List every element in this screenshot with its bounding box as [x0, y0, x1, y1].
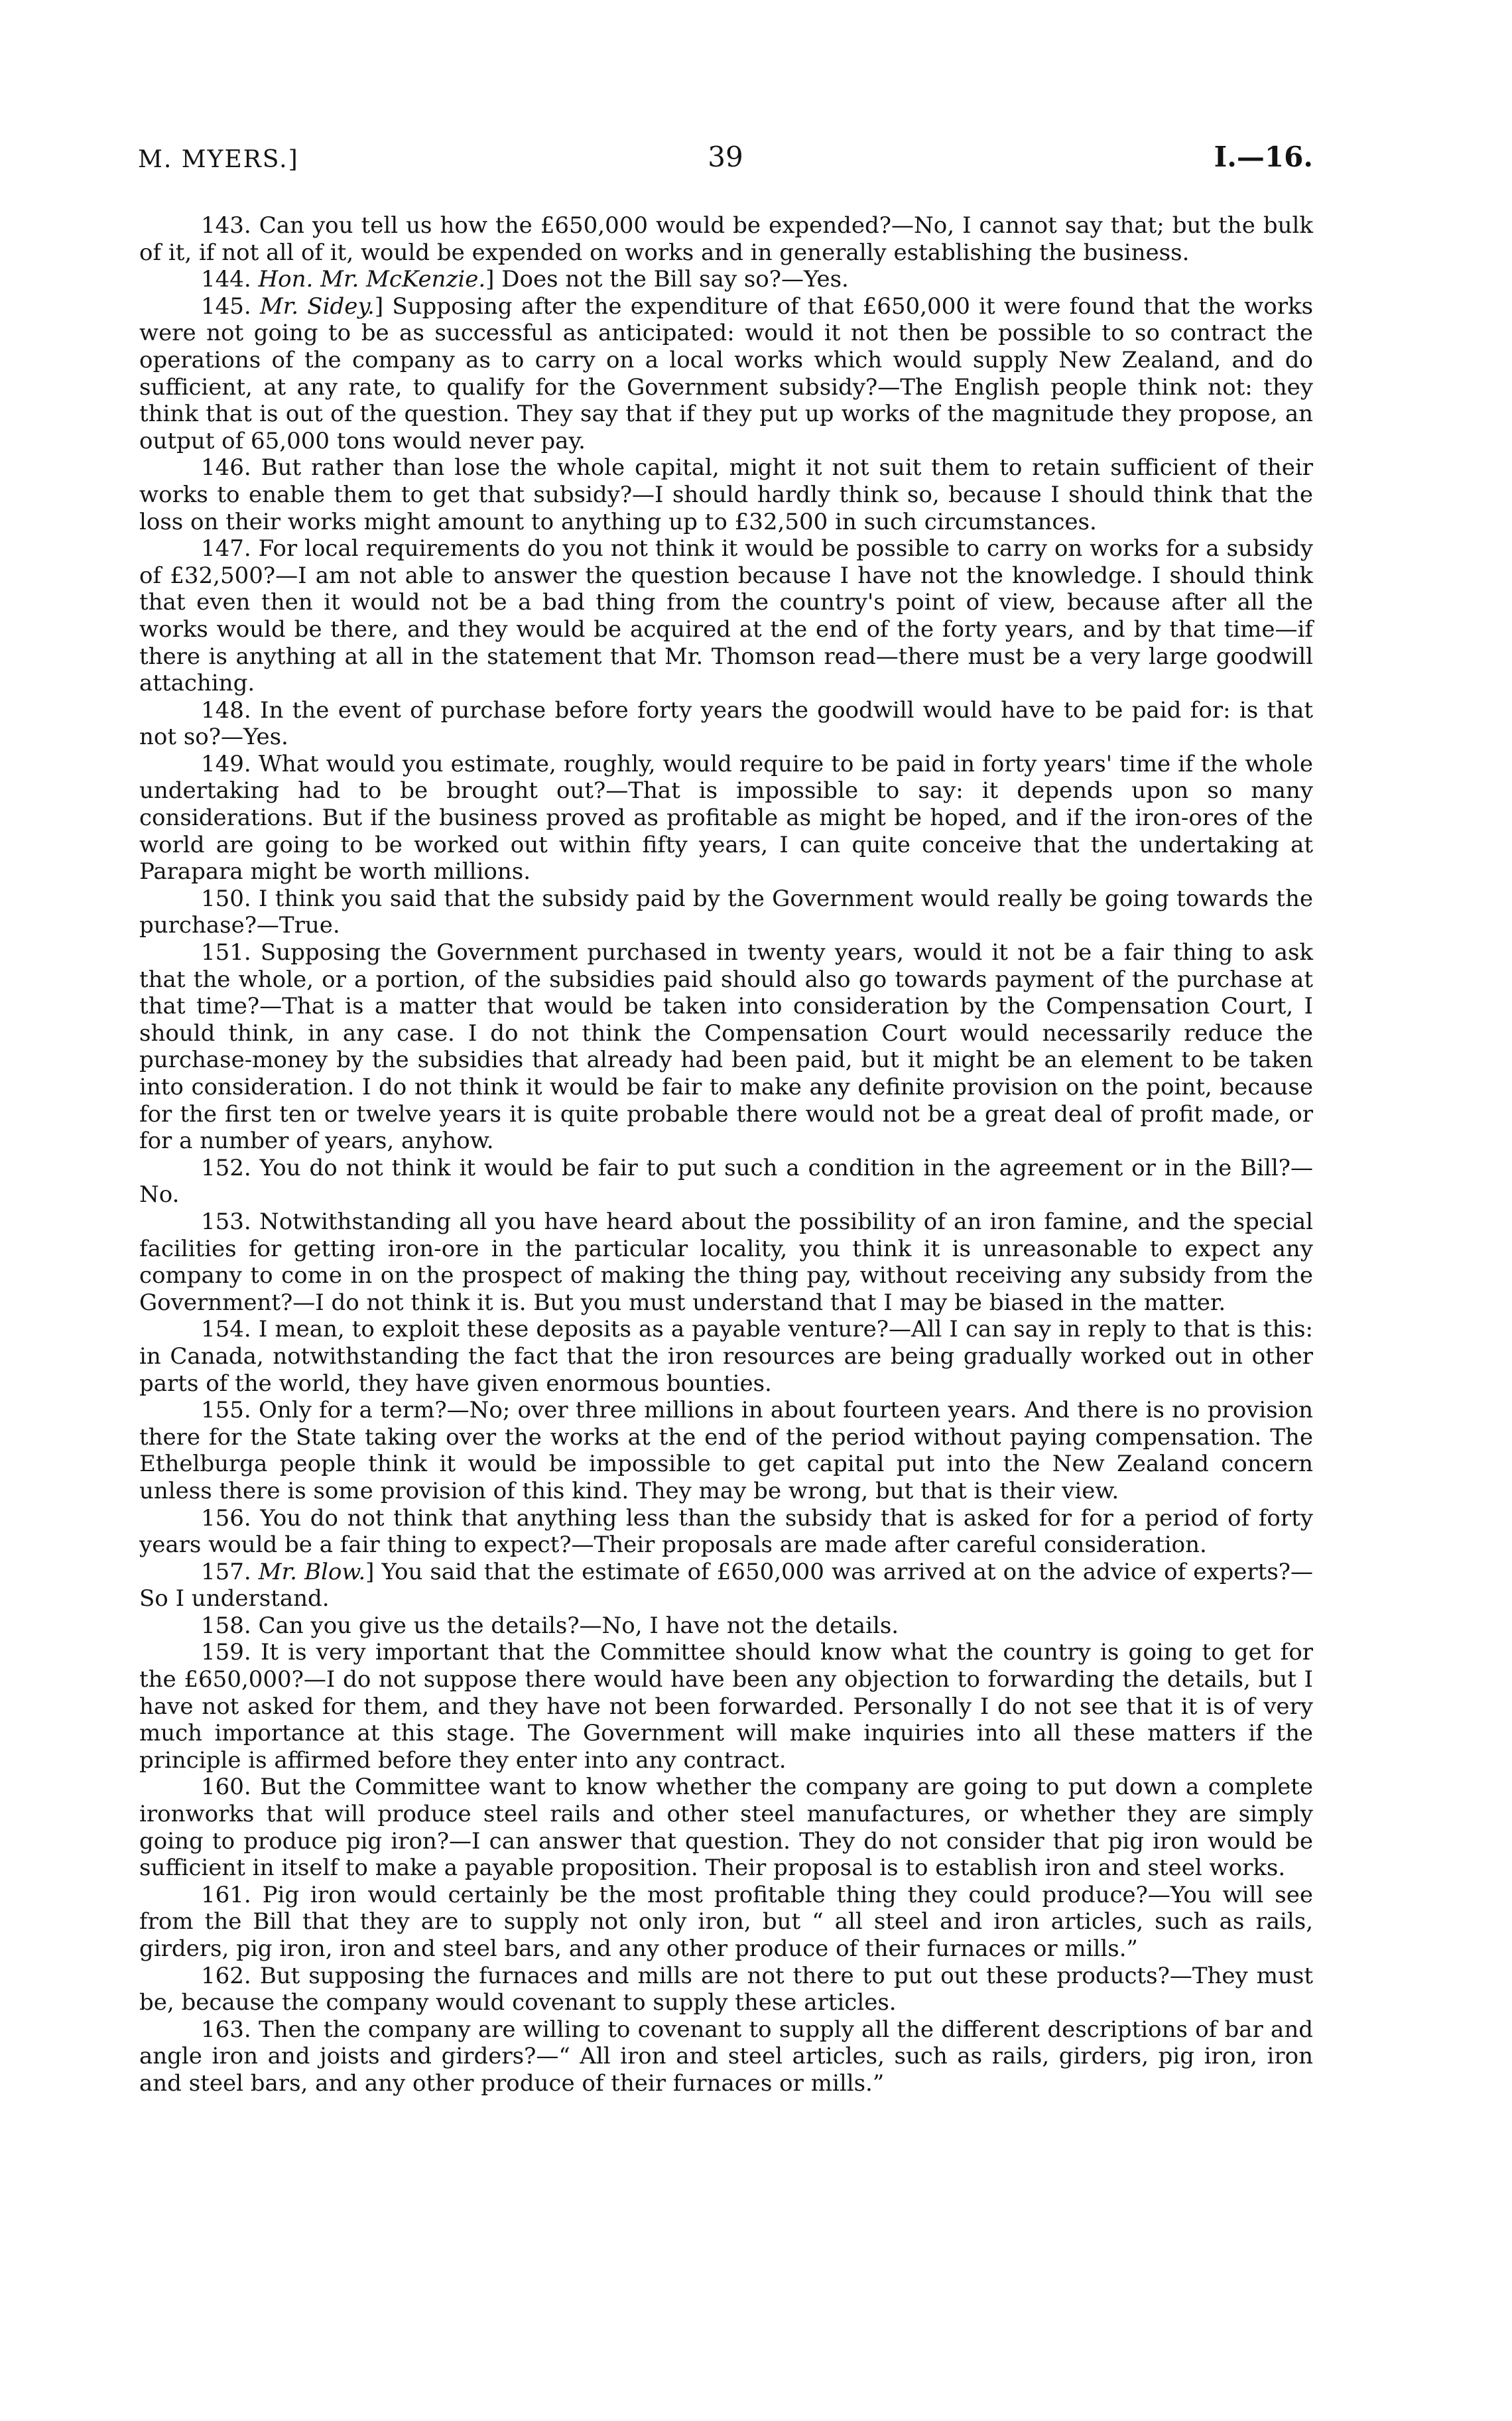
- question-number: 163.: [201, 2016, 251, 2043]
- question-text: For local requirements do you not think it would be possible to carry on works for a subsidy of £32,500?—I am not able to answer the question because I have not the knowledge. I should think that even then it would not be a bad thing from the country's point of view, because after all the works would be there, and they would be acquired at the end of the forty years, and by that time—if there is anything at all in the statement that Mr. Thomson read—there must be a very large goodwill attaching.: [139, 535, 1314, 697]
- question-number: 148.: [201, 696, 251, 724]
- question-paragraph: 145. Mr. Sidey.] Supposing after the expenditure of that £650,000 it were found that the works were not going to be as successful as anticipated: would it not then be possible to so contract the operations of the company as to carry on a local works which would supply New Zealand, and do sufficient, at any rate, to qualify for the Government subsidy?—The English people think not: they think that is out of the question. They say that if they put up works of the magnitude they propose, an output of 65,000 tons would never pay.: [139, 293, 1314, 454]
- question-number: 158.: [201, 1612, 251, 1639]
- question-number: 159.: [201, 1639, 251, 1666]
- question-text: Then the company are willing to covenant to supply all the different descriptions of bar and angle iron and joists and girders?—“ All iron and steel articles, such as rails, girders, pig iron, iron and steel bars, and any other produce of their furnaces or mills.”: [139, 2016, 1313, 2097]
- question-paragraph: [139, 454, 1313, 535]
- question-number: 149.: [201, 750, 251, 777]
- question-text: You said that the estimate of £650,000 was arrived at on the advice of experts?—So I understand.: [139, 1558, 1314, 1612]
- question-number: 145.: [201, 293, 251, 320]
- question-paragraph: [139, 697, 1313, 751]
- question-paragraph: [139, 2016, 1313, 2097]
- question-paragraph: [139, 1316, 1313, 1397]
- question-text: Does not the Bill say so?—Yes.: [501, 266, 849, 293]
- question-paragraph: [139, 1612, 1313, 1640]
- question-number: 147.: [201, 535, 251, 562]
- question-number: 152.: [201, 1154, 251, 1181]
- question-paragraph: [139, 1774, 1313, 1881]
- question-paragraph: [139, 1155, 1313, 1209]
- question-text: But supposing the furnaces and mills are not there to put out these products?—They must be, because the company would covenant to supply these articles.: [139, 1962, 1314, 2016]
- question-number: 160.: [201, 1774, 251, 1801]
- question-paragraph: [139, 1209, 1313, 1316]
- question-text: Only for a term?—No; over three millions in about fourteen years. And there is no provision there for the State taking over the works at the end of the period without paying compensation. The Ethelburga people think it would be impossible to get capital put into the New Zealand concern unless there is some provision of this kind. They may be wrong, but that is their view.: [139, 1397, 1313, 1504]
- question-text: Supposing after the expenditure of that £650,000 it were found that the works were not going to be as successful as anticipated: would it not then be possible to so contract the operations of the company as to carry on a local works which would supply New Zealand, and do sufficient, at any rate, to qualify for the Government subsidy?—The English people think not: they think that is out of the question. They say that if they put up works of the magnitude they propose, an output of 65,000 tons would never pay.: [139, 293, 1314, 454]
- question-number: 155.: [201, 1397, 251, 1424]
- question-paragraph: [139, 212, 1313, 266]
- page-header: [138, 141, 1313, 180]
- header-witness-name: M. MYERS.]: [138, 146, 299, 173]
- question-number: 161.: [201, 1881, 251, 1908]
- speaker-name: Mr. Blow.: [258, 1558, 366, 1585]
- question-paragraph: 144. Hon. Mr. McKenzie.] Does not the Bill say so?—Yes.: [201, 266, 849, 293]
- question-number: 150.: [201, 885, 251, 912]
- question-text: Supposing the Government purchased in twenty years, would it not be a fair thing to ask that the whole, or a portion, of the subsidies paid should also go towards payment of the purchase at that time?—That is a matter that would be taken into consideration by the Compensation Court, I should think, in any case. I do not think the Compensation Court would necessarily reduce the purchase-money by the subsidies that already had been paid, but it might be an element to be taken into consideration. I do not think it would be fair to make any definite provision on the point, because for the first ten or twelve years it is quite probable there would not be a great deal of profit made, or for a number of years, anyhow.: [139, 939, 1314, 1155]
- speaker-name: Hon. Mr. McKenzie.: [258, 266, 486, 293]
- speaker-name: Mr. Sidey.: [259, 293, 375, 320]
- question-paragraph: [139, 1639, 1313, 1774]
- question-text: What would you estimate, roughly, would require to be paid in forty years' time if the whole undertaking had to be brought out?—That is impossible to say: it depends upon so many considerations. But if the business proved as profitable as might be hoped, and if the iron-ores of the world are going to be worked out within fifty years, I can quite conceive that the undertaking at Parapara might be worth millions.: [139, 750, 1313, 885]
- question-paragraph: [139, 535, 1313, 697]
- question-text: Pig iron would certainly be the most profitable thing they could produce?—You will see from the Bill that they are to supply not only iron, but “ all steel and iron articles, such as rails, girders, pig iron, iron and steel bars, and any other produce of their furnaces or mills.”: [139, 1881, 1313, 1962]
- question-number: 157.: [201, 1558, 251, 1585]
- question-text: Notwithstanding all you have heard about the possibility of an iron famine, and the special facilities for getting iron-ore in the particular locality, you think it is unreasonable to expect any company to come in on the prospect of making the thing pay, without receiving any subsidy from the Government?—I do not think it is. But you must understand that I may be biased in the matter.: [139, 1208, 1314, 1316]
- report-reference: I.—16.: [1214, 141, 1313, 173]
- question-paragraph: [139, 1882, 1313, 1963]
- question-paragraph: [139, 1963, 1313, 2016]
- question-text: In the event of purchase before forty years the goodwill would have to be paid for: is that not so?—Yes.: [139, 696, 1314, 751]
- question-text: Can you give us the details?—No, I have not the details.: [258, 1612, 899, 1639]
- question-text: Can you tell us how the £650,000 would be expended?—No, I cannot say that; but the bulk of it, if not all of it, would be expended on works and in generally establishing the business.: [139, 212, 1313, 266]
- page-number: 39: [708, 141, 743, 173]
- evidence-text: [139, 212, 1313, 2097]
- question-paragraph: [139, 939, 1313, 1155]
- question-text: But the Committee want to know whether the company are going to put down a complete ironworks that will produce steel rails and other steel manufactures, or whether they are simply going to produce pig iron?—I can answer that question. They do not consider that pig iron would be sufficient in itself to make a payable proposition. Their proposal is to establish iron and steel works.: [139, 1774, 1313, 1882]
- question-paragraph: 157. Mr. Blow.] You said that the estimate of £650,000 was arrived at on the advice of experts?—So I understand.: [139, 1558, 1314, 1612]
- question-paragraph: [139, 885, 1313, 939]
- question-number: 146.: [201, 454, 251, 482]
- question-paragraph: [139, 1505, 1313, 1559]
- question-text: But rather than lose the whole capital, might it not suit them to retain sufficient of their works to enable them to get that subsidy?—I should hardly think so, because I should think that the loss on their works might amount to anything up to £32,500 in such circumstances.: [139, 454, 1314, 535]
- question-number: 143.: [201, 212, 251, 239]
- question-paragraph: [139, 751, 1313, 885]
- question-text: I think you said that the subsidy paid by the Government would really be going towards the purchase?—True.: [139, 885, 1313, 939]
- question-number: 144.: [201, 266, 251, 293]
- question-paragraph: [139, 1397, 1313, 1504]
- question-number: 151.: [201, 939, 251, 966]
- question-number: 154.: [201, 1316, 251, 1343]
- question-text: It is very important that the Committee should know what the country is going to get for the £650,000?—I do not suppose there would have been any objection to forwarding the details, but I have not asked for them, and they have not been forwarded. Personally I do not see that it is of very much importance at this stage. The Government will make inquiries into all these matters if the principle is affirmed before they enter into any contract.: [139, 1639, 1314, 1774]
- question-text: You do not think it would be fair to put such a condition in the agreement or in the Bill?—No.: [139, 1154, 1314, 1209]
- question-number: 162.: [201, 1962, 251, 1989]
- question-number: 156.: [201, 1504, 251, 1532]
- question-text: I mean, to exploit these deposits as a payable venture?—All I can say in reply to that is this: in Canada, notwithstanding the fact that the iron resources are being gradually worked out in other parts of the world, they have given enormous bounties.: [139, 1316, 1314, 1397]
- question-text: You do not think that anything less than the subsidy that is asked for for a period of forty years would be a fair thing to expect?—Their proposals are made after careful consideration.: [139, 1504, 1313, 1559]
- question-number: 153.: [201, 1208, 251, 1235]
